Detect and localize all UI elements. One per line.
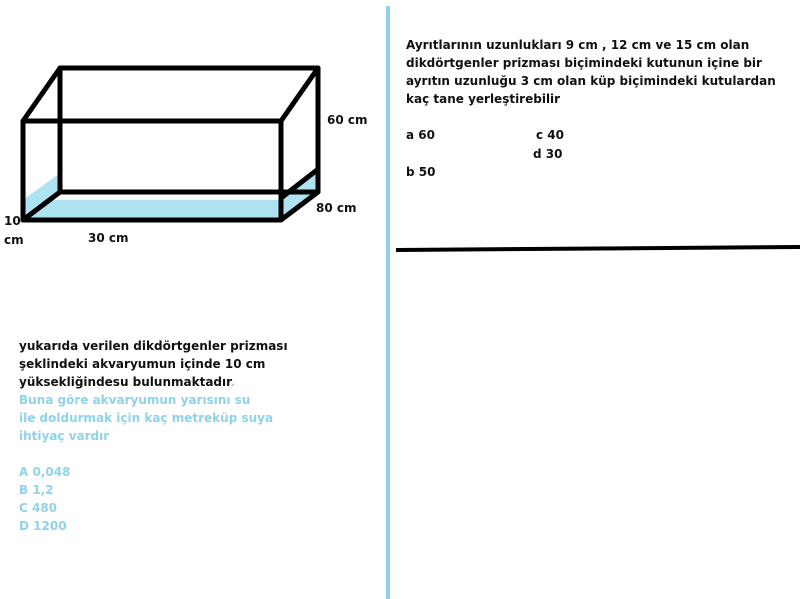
q1-option-d[interactable]: D 1200 [19,519,67,533]
label-water-level-a: 10 [4,214,21,228]
q2-line-4: kaç tane yerleştirebilir [406,92,561,106]
q1-option-b[interactable]: B 1,2 [19,483,54,497]
horizontal-divider [396,247,800,250]
prism-edges [23,68,318,220]
prism-edge-tl [23,68,60,121]
q2-option-a[interactable]: a 60 [406,128,435,142]
water-front [23,200,281,220]
q1-line-1: yukarıda verilen dikdörtgenler prizması [19,339,288,353]
q2-option-c[interactable]: c 40 [536,128,564,142]
prism-edge-tr [281,68,318,121]
label-water-level-b: cm [4,233,24,247]
label-depth: 80 cm [316,201,357,215]
q1-line-2: şeklindeki akvaryumun içinde 10 cm [19,357,266,371]
q1-blue-line-2: ile doldurmak için kaç metreküp suya [19,411,274,425]
q2-option-b[interactable]: b 50 [406,165,436,179]
q2-line-1: Ayrıtlarının uzunlukları 9 cm , 12 cm ve 15 cm olan [406,38,750,52]
label-height: 60 cm [327,113,368,127]
q1-blue-line-1: Buna göre akvaryumun yarısını su [19,393,251,407]
label-width: 30 cm [88,231,129,245]
q1-line-3-period: . [230,375,235,389]
q2-line-2: dikdörtgenler prizması biçimindeki kutunun içine bir [406,56,762,70]
q1-blue-line-3: ihtiyaç vardır [19,429,110,443]
q2-line-3: ayrıtın uzunluğu 3 cm olan küp biçimindeki kutulardan [406,74,776,88]
q2-option-d[interactable]: d 30 [533,147,563,161]
q1-line-3-text: yüksekliğindesu bulunmaktadır [19,375,231,389]
q1-option-c[interactable]: C 480 [19,501,58,515]
q1-line-3 [19,373,235,391]
q1-option-a[interactable]: A 0,048 [19,465,71,479]
